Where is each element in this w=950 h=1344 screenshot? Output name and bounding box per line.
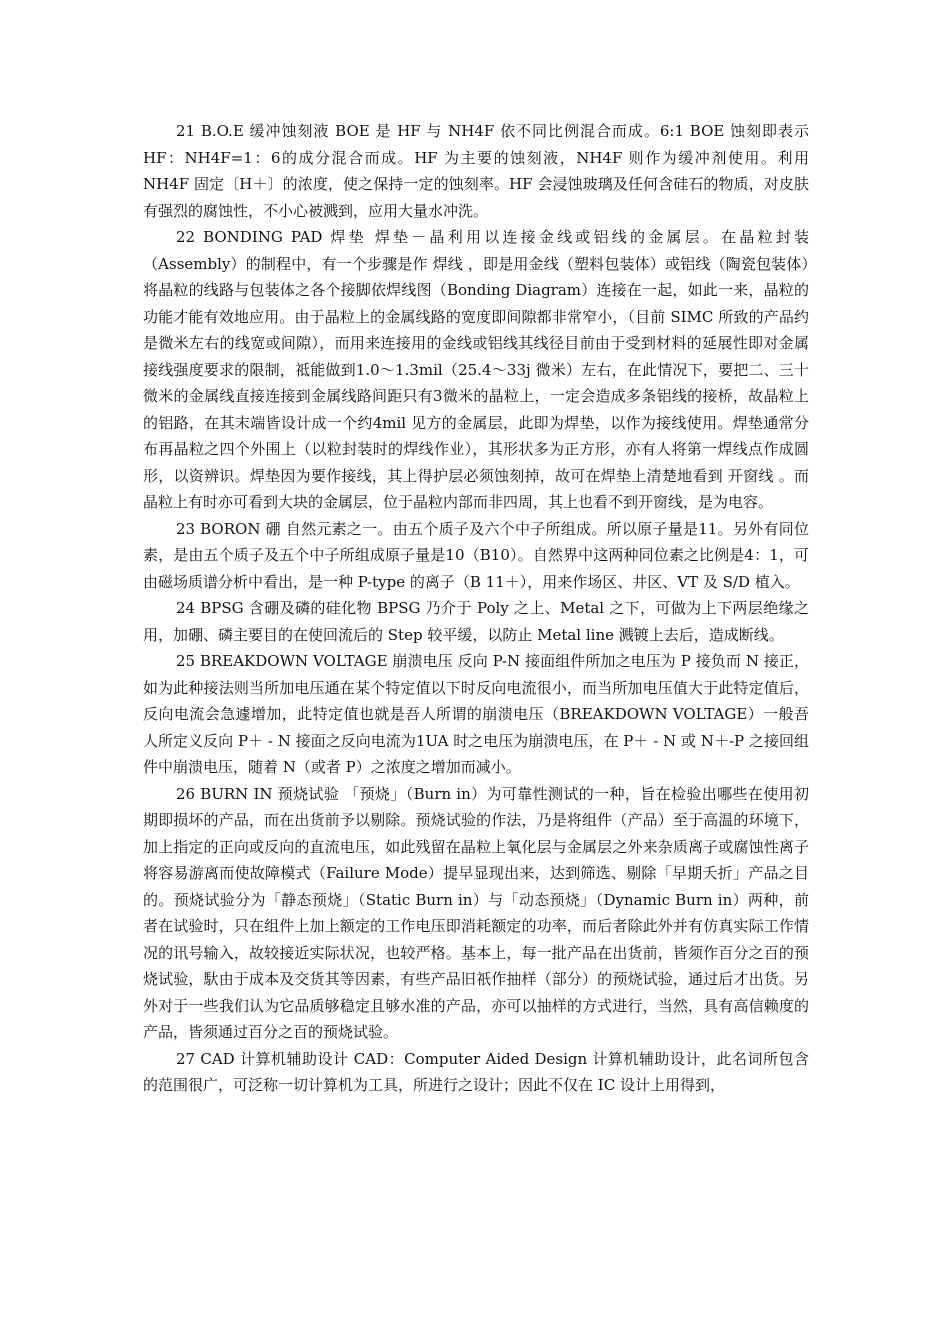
document-body <box>143 118 809 1099</box>
paragraph-27-cad: 27 CAD 计算机辅助设计 CAD：Computer Aided Design 计算机辅助设计，此名词所包含的范围很广，可泛称一切计算机为工具，所进行之设计；因此不仅在 IC 设计上用得到， <box>143 1049 809 1094</box>
paragraph-26-burn-in: 26 BURN IN 预烧试验 「预烧」（Burn in）为可靠性测试的一种，旨在检验出哪些在使用初期即损坏的产品，而在出货前予以剔除。预烧试验的作法，乃是将组件（产品）至于高温的环境下，加上指定的正向或反向的直流电压，如此残留在晶粒上氧化层与金属层之外来杂质离子或腐蚀性离子将容易游离而使故障模式（Failure Mode）提早显现出来，达到筛选、剔除「早期夭折」产品之目的。预烧试验分为「静态预烧」（Static Burn in）与「动态预烧」（Dynamic Burn in）两种，前者在试验时，只在组件上加上额定的工作电压即消耗额定的功率，而后者除此外并有仿真实际工作情况的讯号输入，故较接近实际状况，也较严格。基本上，每一批产品在出货前，皆须作百分之百的预烧试验，馱由于成本及交货其等因素，有些产品旧祇作抽样（部分）的预烧试验，通过后才出货。另外对于一些我们认为它品质够稳定且够水准的产品，亦可以抽样的方式进行，当然，具有高信赖度的产品，皆须通过百分之百的预烧试验。 <box>143 784 809 1041</box>
paragraph-21-boe: 21 B.O.E 缓冲蚀刻液 BOE 是 HF 与 NH4F 依不同比例混合而成。6:1 BOE 蚀刻即表示 HF：NH4F=1：6的成分混合而成。HF 为主要的蚀刻液，NH4F 则作为缓冲剂使用。利用 NH4F 固定〔H＋〕的浓度，使之保持一定的蚀刻率。HF 会浸蚀玻璃及任何含硅石的物质，对皮肤有强烈的腐蚀性，不小心被溅到，应用大量水冲洗。 <box>143 122 809 220</box>
paragraph-24-bpsg: 24 BPSG 含硼及磷的硅化物 BPSG 乃介于 Poly 之上、Metal 之下，可做为上下两层绝缘之用，加硼、磷主要目的在使回流后的 Step 较平缓，以防止 Metal line 溅镀上去后，造成断线。 <box>143 599 809 644</box>
paragraph-25-breakdown-voltage: 25 BREAKDOWN VOLTAGE 崩溃电压 反向 P-N 接面组件所加之电压为 P 接负而 N 接正，如为此种接法则当所加电压通在某个特定值以下时反向电流很小，而当所加电压值大于此特定值后，反向电流会急遽增加，此特定值也就是吾人所谓的崩溃电压（BREAKDOWN VOLTAGE）一般吾人所定义反向 P＋ - N 接面之反向电流为1UA 时之电压为崩溃电压，在 P＋ - N 或 N＋-P 之接回组件中崩溃电压，随着 N（或者 P）之浓度之增加而减小。 <box>143 652 809 776</box>
paragraph-23-boron: 23 BORON 硼 自然元素之一。由五个质子及六个中子所组成。所以原子量是11。另外有同位素，是由五个质子及五个中子所组成原子量是10（B10）。自然界中这两种同位素之比例是4：1，可由磁场质谱分析中看出，是一种 P-type 的离子（B 11＋），用来作场区、井区、VT 及 S/D 植入。 <box>143 519 809 591</box>
paragraph-22-bonding-pad: 22 BONDING PAD 焊垫 焊垫－晶利用以连接金线或铝线的金属层。在晶粒封装（Assembly）的制程中，有一个步骤是作 焊线 ，即是用金线（塑料包装体）或铝线（陶瓷包装体）将晶粒的线路与包装体之各个接脚依焊线图（Bonding Diagram）连接在一起，如此一来，晶粒的功能才能有效地应用。由于晶粒上的金属线路的宽度即间隙都非常窄小，（目前 SIMC 所致的产品约是微米左右的线宽或间隙），而用来连接用的金线或铝线其线径目前由于受到材料的延展性即对金属接线强度要求的限制，祗能做到1.0～1.3mil（25.4～33j 微米）左右，在此情况下，要把二、三十微米的金属线直接连接到金属线路间距只有3微米的晶粒上，一定会造成多条铝线的接桥，故晶粒上的铝路，在其末端皆设计成一个约4mil 见方的金属层，此即为焊垫，以作为接线使用。焊垫通常分布再晶粒之四个外围上（以粒封装时的焊线作业），其形状多为正方形，亦有人将第一焊线点作成圆形，以资辨识。焊垫因为要作接线，其上得护层必须蚀刻掉，故可在焊垫上清楚地看到 开窗线 。而晶粒上有时亦可看到大块的金属层，位于晶粒内部而非四周，其上也看不到开窗线，是为电容。 <box>143 228 809 511</box>
